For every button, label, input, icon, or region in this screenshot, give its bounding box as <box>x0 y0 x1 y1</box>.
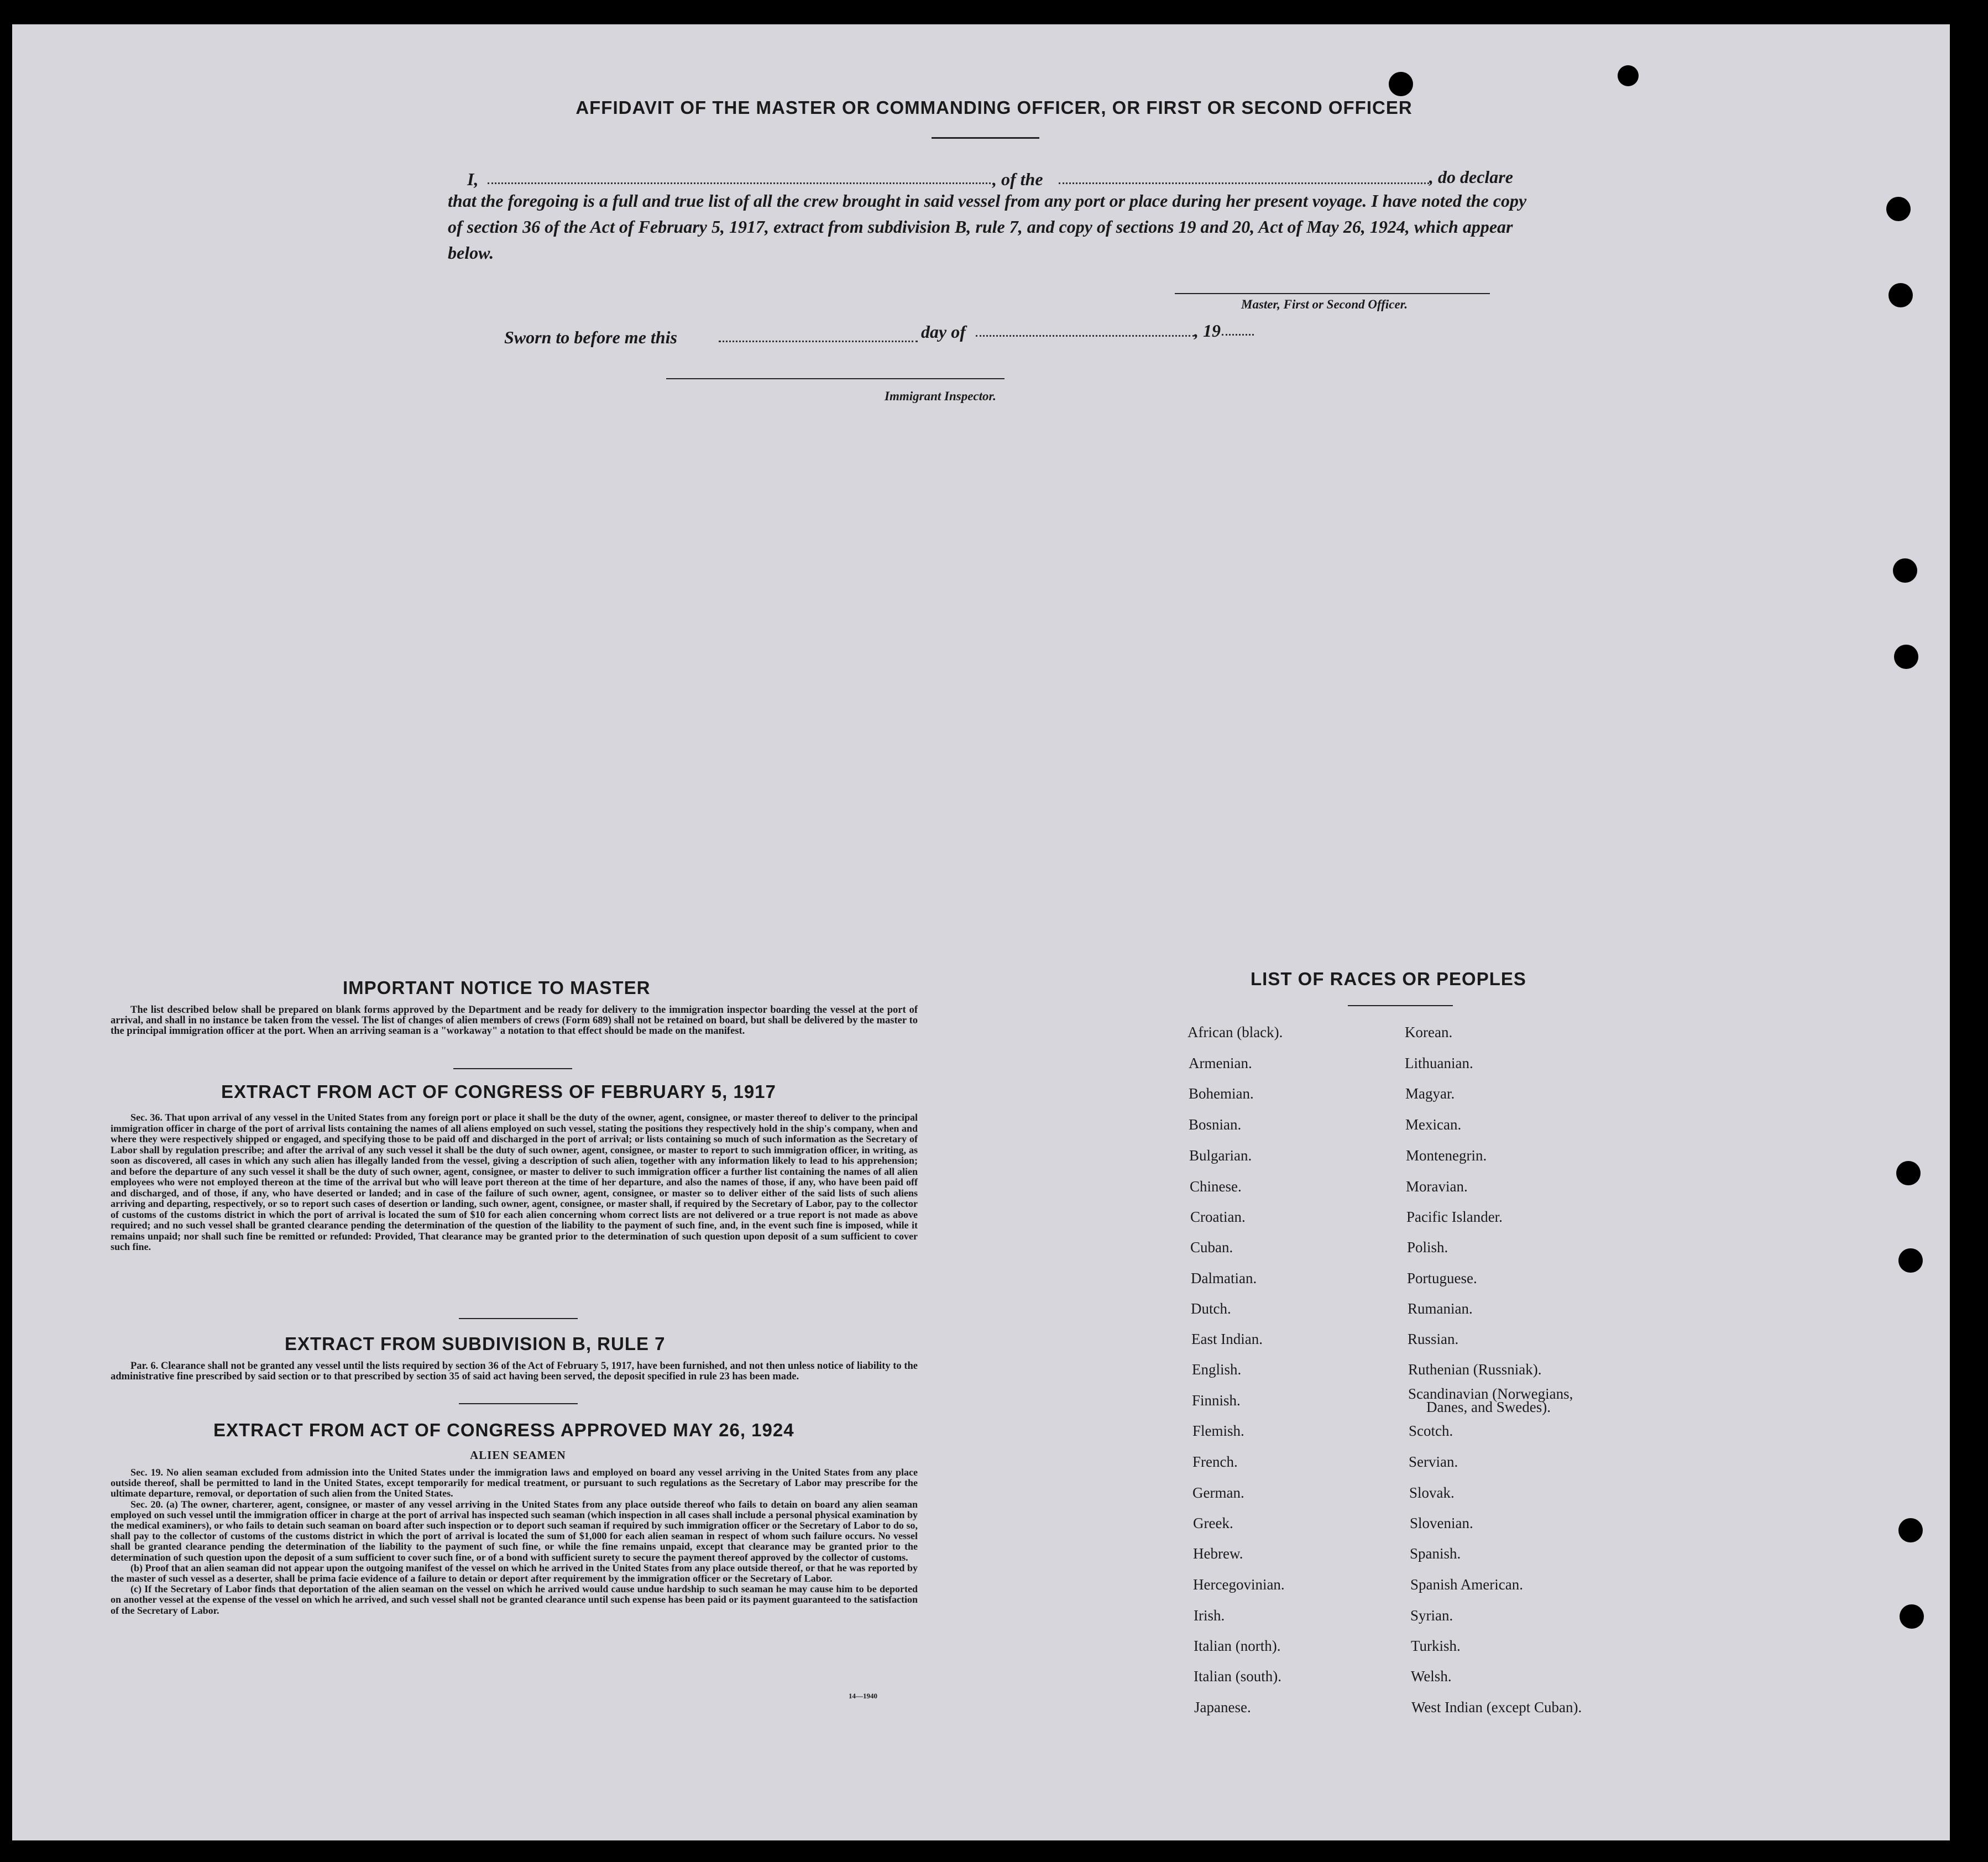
race-item: Lithuanian. <box>1405 1055 1473 1071</box>
divider <box>932 137 1039 139</box>
divider <box>459 1318 578 1319</box>
declarant-prefix: I, <box>467 169 479 189</box>
race-item: Italian (south). <box>1194 1668 1281 1685</box>
master-signature-label: Master, First or Second Officer. <box>1241 297 1408 311</box>
race-item: Russian. <box>1408 1331 1459 1347</box>
punch-hole <box>1900 1604 1924 1629</box>
declare-label: , do declare <box>1429 167 1513 187</box>
divider <box>453 1068 572 1069</box>
section-20b-text: (b) Proof that an alien seaman did not appear upon the outgoing manifest of the vessel on which he arrived in the United States from any place outside thereof, or that he was reported by the master of such vessel as a deserter, shall be prima facie evidence of a failure to detain or deport after requirement by the immigration officer or the Secretary of Labor. <box>111 1562 918 1584</box>
race-item: Montenegrin. <box>1406 1147 1487 1164</box>
race-item: Croatian. <box>1190 1209 1246 1225</box>
race-item: Armenian. <box>1189 1055 1252 1071</box>
race-item: Magyar. <box>1405 1085 1455 1102</box>
race-item: Portuguese. <box>1407 1270 1477 1286</box>
extract-1924-title: EXTRACT FROM ACT OF CONGRESS APPROVED MAY 26, 1924 <box>213 1420 794 1440</box>
race-item: Dutch. <box>1191 1300 1231 1317</box>
race-item: Scandinavian (Norwegians, <box>1408 1385 1573 1402</box>
race-item: Finnish. <box>1192 1392 1241 1409</box>
race-item: Irish. <box>1194 1607 1225 1624</box>
punch-hole <box>1898 1518 1923 1542</box>
race-item: Greek. <box>1193 1515 1233 1531</box>
punch-hole <box>1894 645 1918 669</box>
race-item: German. <box>1192 1484 1244 1501</box>
sworn-label: Sworn to before me this <box>504 327 677 347</box>
race-item: Mexican. <box>1405 1116 1462 1133</box>
race-item: Bohemian. <box>1189 1085 1254 1102</box>
inspector-signature-line[interactable] <box>666 378 1005 379</box>
race-item: Ruthenian (Russniak). <box>1408 1361 1542 1378</box>
day-of-label: day of <box>921 322 966 342</box>
race-item: French. <box>1192 1453 1238 1470</box>
race-item: Bulgarian. <box>1189 1147 1252 1164</box>
extract-1917-title: EXTRACT FROM ACT OF CONGRESS OF FEBRUARY 5, 1917 <box>221 1081 776 1102</box>
extract-1924-body <box>111 1467 918 1616</box>
race-item: Spanish. <box>1410 1545 1461 1562</box>
punch-hole <box>1896 1161 1921 1185</box>
affidavit-statement: that the foregoing is a full and true list of all the crew brought in said vessel from any port or place during her present voyage. I have noted the copy of section 36 of the Act of February 5, 1917, extract from subdivision B, rule 7, and copy of sections 19 and 20, Act of May 26, 1924, which appear below. <box>448 191 1527 263</box>
race-item: Dalmatian. <box>1191 1270 1257 1286</box>
vessel-name-field[interactable] <box>1059 182 1429 184</box>
divider <box>1348 1005 1453 1006</box>
race-item: Hebrew. <box>1193 1545 1243 1562</box>
race-item: Slovenian. <box>1410 1515 1473 1531</box>
race-item: Welsh. <box>1411 1668 1452 1685</box>
punch-hole <box>1389 72 1413 96</box>
divider <box>459 1403 578 1404</box>
race-item: Korean. <box>1405 1024 1453 1040</box>
of-the-label: , of the <box>992 169 1043 189</box>
punch-hole <box>1898 1248 1923 1273</box>
race-item: Servian. <box>1409 1453 1458 1470</box>
extract-1917-body <box>111 1112 918 1253</box>
master-signature-line[interactable] <box>1175 293 1490 294</box>
section-20a-text: Sec. 20. (a) The owner, charterer, agent, consignee, or master of any vessel arriving in the United States from any place outside thereof who fails to detain on board any alien seaman employed on such vessel until the immigration officer in charge at the port of arrival has inspected such seaman (which inspection in all cases shall include a personal physical examination by the medical examiners), or who fails to detain such seaman on board after such inspection or to deport such seaman if required by such immigration officer or the Secretary of Labor to do so, shall pay to the collector of customs of the customs district in which the port of arrival is located the sum of $1,000 for each alien seaman in respect of whom such failure occurs. No vessel shall be granted clearance pending the determination of the liability to the payment of such fine, or while the fine remains unpaid, except that clearance may be granted prior to the determination of such question upon the deposit of a sum sufficient to cover such fine, or of a bond with sufficient surety to secure the payment thereof approved by the collector of customs. <box>111 1498 918 1563</box>
section-36-text: Sec. 36. That upon arrival of any vessel in the United States from any foreign port or place it shall be the duty of the owner, agent, consignee, or master thereof to deliver to the principal immigration officer in charge of the port of arrival lists containing the names of all aliens employed on such vessel, stating the positions they respectively hold in the ship's company, when and where they were respectively shipped or engaged, and specifying those to be paid off and discharged in the port of arrival; or lists containing so much of such information as the Secretary of Labor shall by regulation prescribe; and after the arrival of any such vessel it shall be the duty of such owner, agent, consignee, or master to report to such immigration officer, in writing, as soon as discovered, all cases in which any such alien has illegally landed from the vessel, giving a description of such alien, together with any information likely to lead to his apprehension; and before the departure of any such vessel it shall be the duty of such owner, agent, consignee, or master to deliver to such immigration officer a further list containing the names of all alien employees who were not employed thereon at the time of the arrival but who will leave port thereon at the time of her departure, and also the names of those, if any, who have been paid off and discharged, and of those, if any, who have deserted or landed; and in case of the failure of such owner, agent, consignee, or master so to deliver either of the said lists of such aliens arriving and departing, respectively, or so to report such cases of desertion or landing, such owner, agent, consignee, or master shall, if required by the Secretary of Labor, pay to the collector of customs of the customs district in which the port of arrival is located the sum of $10 for each alien concerning whom correct lists are not delivered or a true report is not made as above required; and no such vessel shall be granted clearance pending the determination of the question of the liability to the payment of such fine, and, in the event such fine is imposed, while it remains unpaid; nor shall such fine be remitted or refunded: Provided, That clearance may be granted prior to the determination of such question upon deposit of a sum sufficient to cover such fine. <box>111 1112 918 1252</box>
race-item: Cuban. <box>1190 1239 1233 1256</box>
race-item: Chinese. <box>1190 1178 1242 1195</box>
race-item: Polish. <box>1407 1239 1448 1256</box>
races-title: LIST OF RACES OR PEOPLES <box>1251 969 1526 989</box>
race-item: Danes, and Swedes). <box>1426 1399 1551 1415</box>
affidavit-title: AFFIDAVIT OF THE MASTER OR COMMANDING OFFICER, OR FIRST OR SECOND OFFICER <box>576 97 1412 118</box>
section-19-text: Sec. 19. No alien seaman excluded from admission into the United States under the immigration laws and employed on board any vessel arriving in the United States from any place outside thereof, shall be permitted to land in the United States, except temporarily for medical treatment, or pursuant to such regulations as the Secretary of Labor may prescribe for the ultimate departure, removal, or deportation of such alien from the United States. <box>111 1467 918 1499</box>
race-item: West Indian (except Cuban). <box>1411 1699 1582 1715</box>
inspector-signature-label: Immigrant Inspector. <box>885 389 996 403</box>
paragraph-6-text: Par. 6. Clearance shall not be granted any vessel until the lists required by section 36 of the Act of February 5, 1917, have been furnished, and not then unless notice of liability to the administrative fine prescribed by said section or to that prescribed by section 35 of said act having been served, the deposit specified in rule 23 has been made. <box>111 1361 918 1382</box>
year-label: , 19 <box>1194 321 1221 341</box>
sworn-month-field[interactable] <box>976 335 1194 337</box>
notice-body <box>111 1005 918 1037</box>
race-item: Flemish. <box>1192 1422 1244 1439</box>
race-item: Scotch. <box>1409 1422 1453 1439</box>
punch-hole <box>1618 65 1639 86</box>
punch-hole <box>1893 558 1917 583</box>
race-item: Italian (north). <box>1194 1638 1281 1654</box>
sworn-day-field[interactable] <box>719 341 918 342</box>
punch-hole <box>1888 283 1913 307</box>
alien-seamen-subtitle: ALIEN SEAMEN <box>470 1448 566 1462</box>
section-20c-text: (c) If the Secretary of Labor finds that deportation of the alien seaman on the vessel on which he arrived would cause undue hardship to such seaman he may cause him to be deported on another vessel at the expense of the vessel on which he arrived, and such vessel shall not be granted clearance until such expense has been paid or its payment guaranteed to the satisfaction of the Secretary of Labor. <box>111 1583 918 1616</box>
notice-title: IMPORTANT NOTICE TO MASTER <box>343 977 651 998</box>
rule-7-title: EXTRACT FROM SUBDIVISION B, RULE 7 <box>285 1333 666 1354</box>
sworn-year-field[interactable] <box>1222 334 1254 336</box>
race-item: Turkish. <box>1411 1638 1461 1654</box>
punch-hole <box>1886 197 1911 221</box>
race-item: Syrian. <box>1410 1607 1453 1624</box>
race-item: Slovak. <box>1409 1484 1455 1501</box>
race-item: African (black). <box>1187 1024 1283 1040</box>
rule-7-body <box>111 1361 918 1382</box>
race-item: English. <box>1192 1361 1242 1378</box>
race-item: East Indian. <box>1191 1331 1263 1347</box>
race-item: Spanish American. <box>1410 1576 1523 1593</box>
race-item: Rumanian. <box>1408 1300 1473 1317</box>
notice-text: The list described below shall be prepared on blank forms approved by the Department and be ready for delivery to the immigration inspector boarding the vessel at the port of arrival, and shall in no instance be taken from the vessel. The list of changes of alien members of crews (Form 689) shall not be retained on board, but shall be delivered by the master to the principal immigration officer at the port. When an arriving seaman is a "workaway" a notation to that effect should be made on the manifest. <box>111 1005 918 1037</box>
race-item: Moravian. <box>1406 1178 1468 1195</box>
form-number: 14—1940 <box>849 1692 877 1700</box>
race-item: Pacific Islander. <box>1406 1209 1503 1225</box>
declarant-name-field[interactable] <box>488 182 991 184</box>
race-item: Hercegovinian. <box>1193 1576 1285 1593</box>
race-item: Japanese. <box>1194 1699 1251 1715</box>
race-item: Bosnian. <box>1189 1116 1242 1133</box>
